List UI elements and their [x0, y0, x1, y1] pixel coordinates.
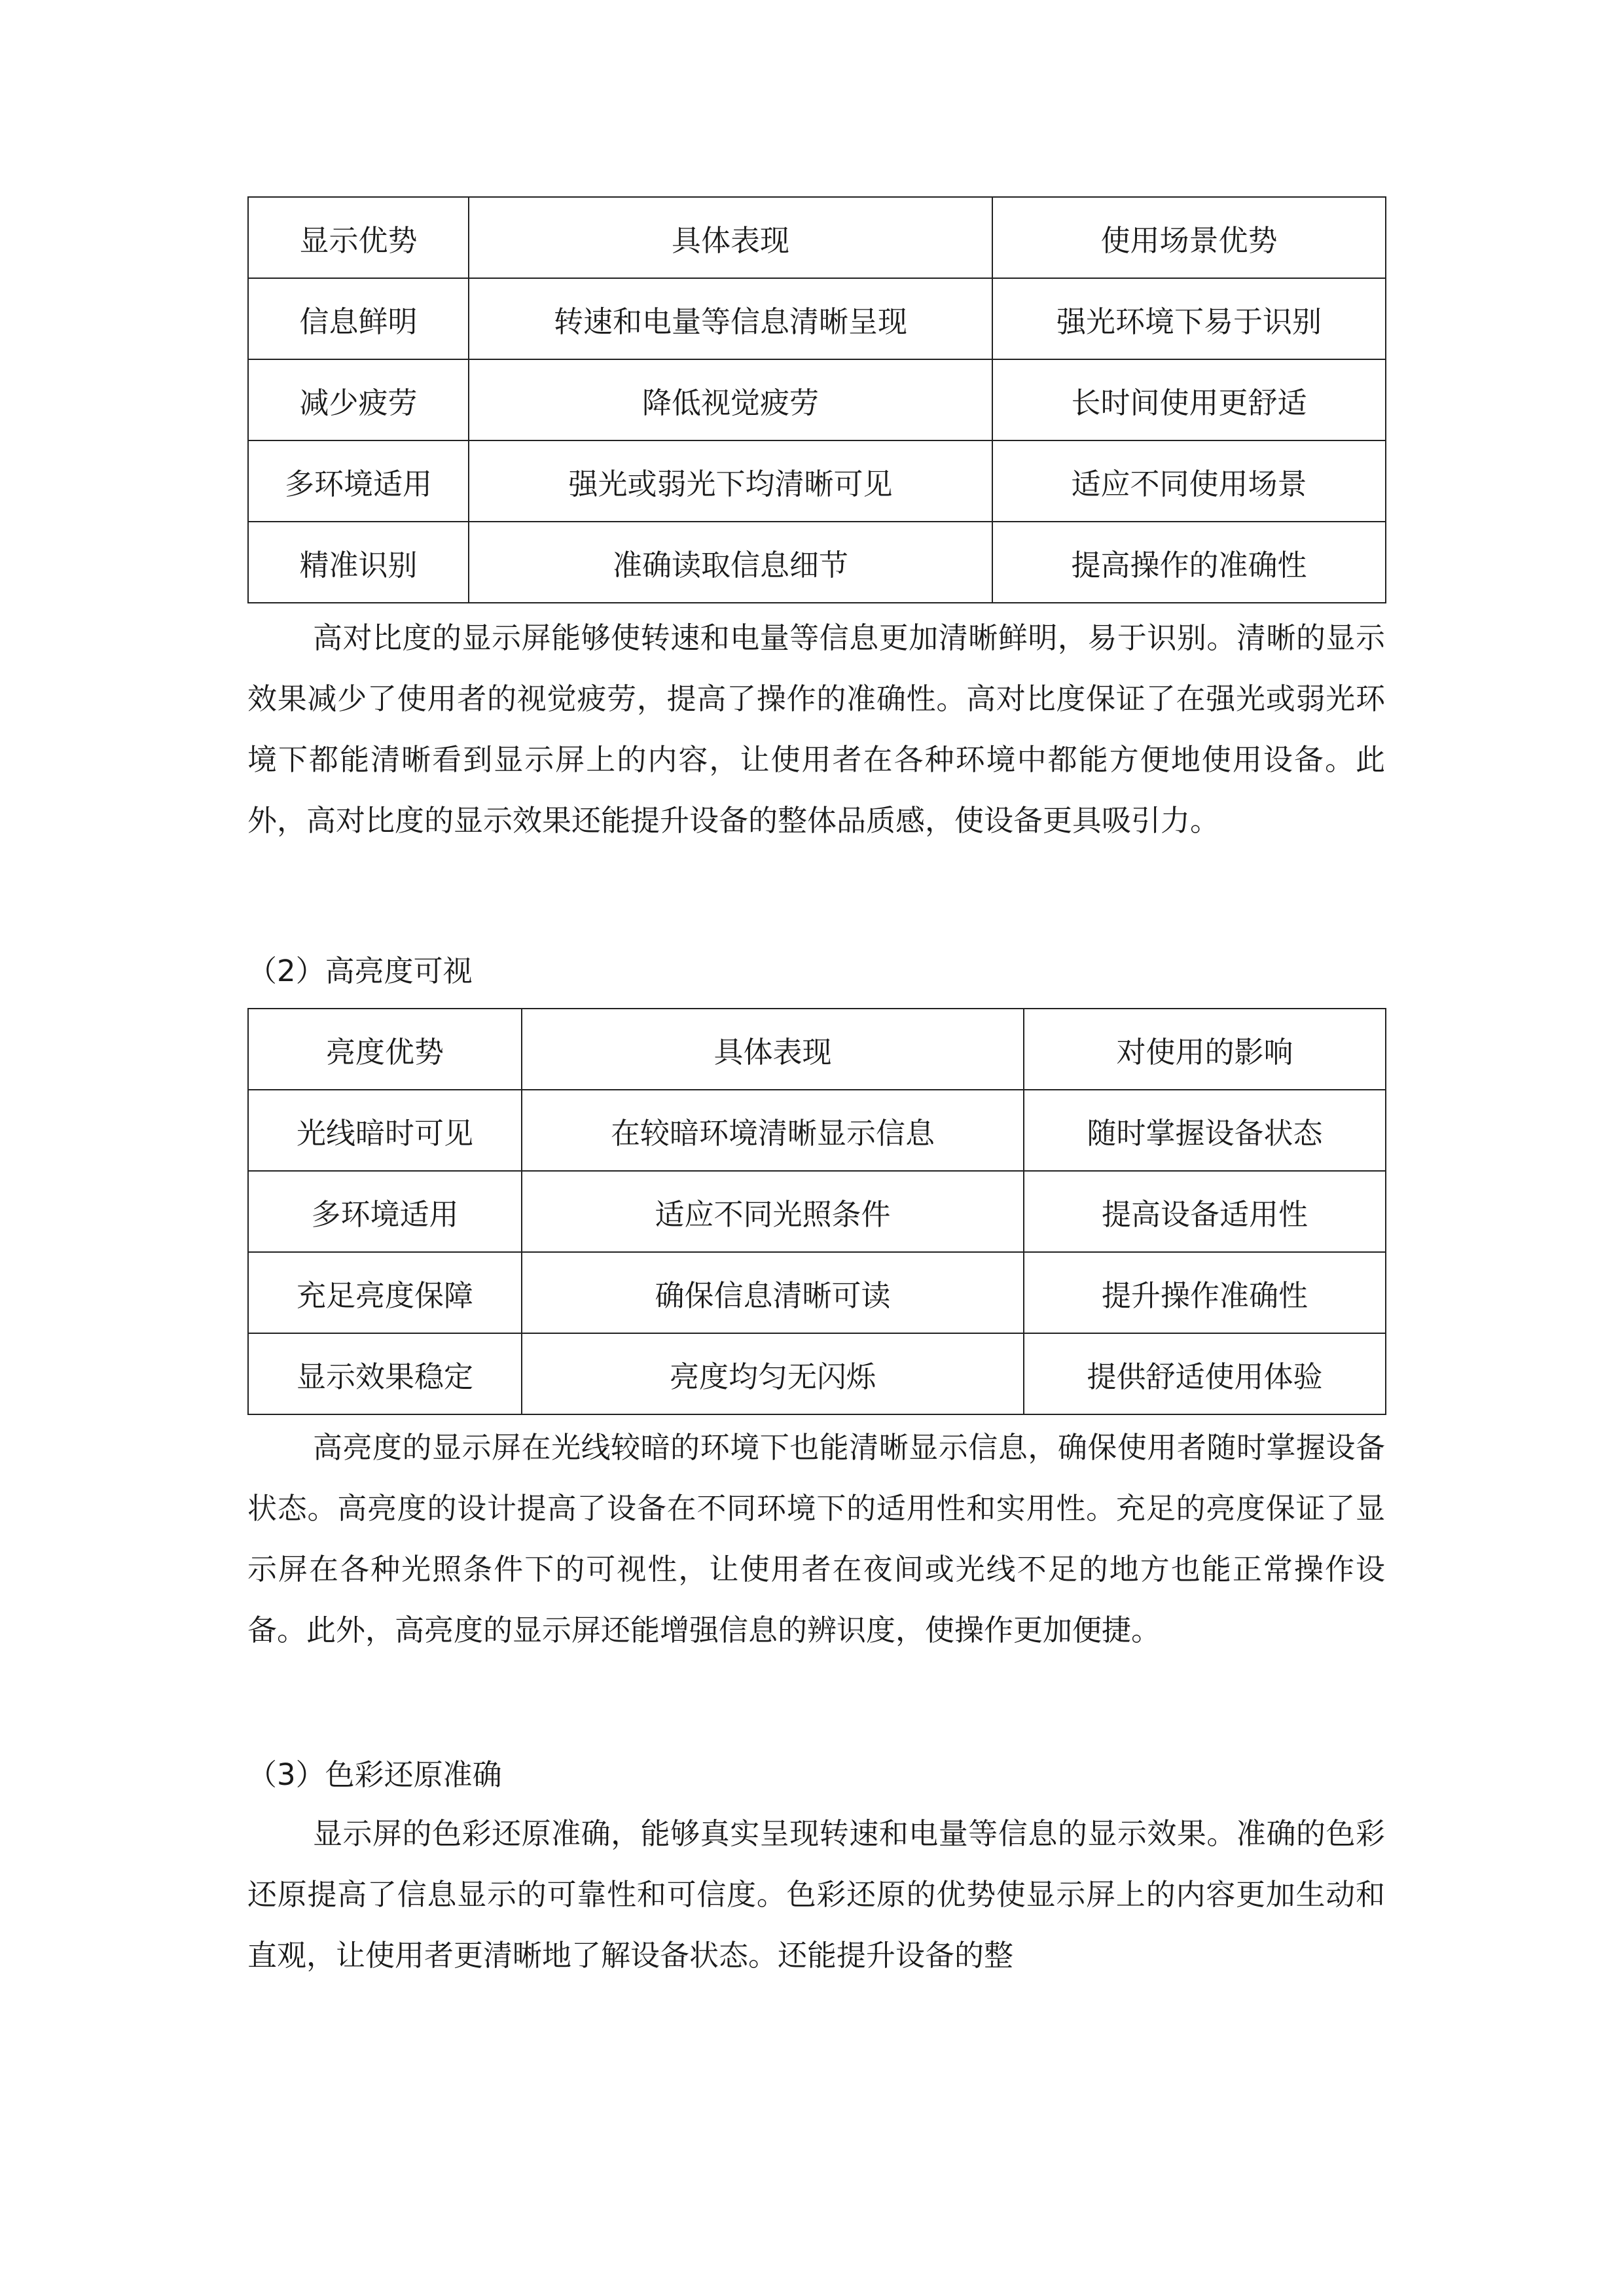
table-cell: 降低视觉疲劳 — [469, 359, 992, 440]
table-cell: 强光环境下易于识别 — [992, 278, 1386, 359]
table-header-cell: 对使用的影响 — [1024, 1009, 1386, 1090]
table-cell: 强光或弱光下均清晰可见 — [469, 440, 992, 522]
table-cell: 适应不同光照条件 — [522, 1171, 1024, 1252]
table-cell: 光线暗时可见 — [248, 1090, 522, 1171]
table-row — [248, 359, 1386, 440]
table-cell: 提高操作的准确性 — [992, 522, 1386, 603]
table-cell: 充足亮度保障 — [248, 1252, 522, 1333]
table-row — [248, 1252, 1386, 1333]
table-cell: 提高设备适用性 — [1024, 1171, 1386, 1252]
table-cell: 信息鲜明 — [248, 278, 469, 359]
brightness-paragraph: 高亮度的显示屏在光线较暗的环境下也能清晰显示信息，确保使用者随时掌握设备状态。高亮度的设计提高了设备在不同环境下的适用性和实用性。充足的亮度保证了显示屏在各种光照条件下的可视性，让使用者在夜间或光线不足的地方也能正常操作设备。此外，高亮度的显示屏还能增强信息的辨识度，使操作更加便捷。 — [247, 1430, 1385, 1647]
table-cell: 在较暗环境清晰显示信息 — [522, 1090, 1024, 1171]
table-cell: 转速和电量等信息清晰呈现 — [469, 278, 992, 359]
brightness-advantage-table — [247, 1008, 1386, 1415]
section-heading-brightness: （2）高亮度可视 — [247, 954, 473, 988]
color-paragraph: 显示屏的色彩还原准确，能够真实呈现转速和电量等信息的显示效果。准确的色彩还原提高了信息显示的可靠性和可信度。色彩还原的优势使显示屏上的内容更加生动和直观，让使用者更清晰地了解设备状态。还能提升设备的整 — [247, 1816, 1385, 1973]
table-cell: 亮度均匀无闪烁 — [522, 1333, 1024, 1414]
table-header-cell: 显示优势 — [248, 197, 469, 278]
table-cell: 长时间使用更舒适 — [992, 359, 1386, 440]
table-header-cell: 使用场景优势 — [992, 197, 1386, 278]
table-row — [248, 440, 1386, 522]
table-cell: 随时掌握设备状态 — [1024, 1090, 1386, 1171]
table-header-cell: 亮度优势 — [248, 1009, 522, 1090]
section-heading-color: （3）色彩还原准确 — [247, 1757, 502, 1792]
table-header-cell: 具体表现 — [469, 197, 992, 278]
table-cell: 多环境适用 — [248, 440, 469, 522]
table-cell: 多环境适用 — [248, 1171, 522, 1252]
table-header-row — [248, 1009, 1386, 1090]
table-row — [248, 1171, 1386, 1252]
table-cell: 适应不同使用场景 — [992, 440, 1386, 522]
table-cell: 确保信息清晰可读 — [522, 1252, 1024, 1333]
display-advantage-table — [247, 196, 1386, 603]
table-cell: 提升操作准确性 — [1024, 1252, 1386, 1333]
table-cell: 精准识别 — [248, 522, 469, 603]
table-row — [248, 1090, 1386, 1171]
table-header-cell: 具体表现 — [522, 1009, 1024, 1090]
table-row — [248, 1333, 1386, 1414]
table-row — [248, 522, 1386, 603]
table-header-row — [248, 197, 1386, 278]
table-cell: 提供舒适使用体验 — [1024, 1333, 1386, 1414]
table-cell: 准确读取信息细节 — [469, 522, 992, 603]
table-cell: 显示效果稳定 — [248, 1333, 522, 1414]
table-cell: 减少疲劳 — [248, 359, 469, 440]
contrast-paragraph: 高对比度的显示屏能够使转速和电量等信息更加清晰鲜明，易于识别。清晰的显示效果减少了使用者的视觉疲劳，提高了操作的准确性。高对比度保证了在强光或弱光环境下都能清晰看到显示屏上的内容，让使用者在各种环境中都能方便地使用设备。此外，高对比度的显示效果还能提升设备的整体品质感，使设备更具吸引力。 — [247, 620, 1385, 838]
table-row — [248, 278, 1386, 359]
